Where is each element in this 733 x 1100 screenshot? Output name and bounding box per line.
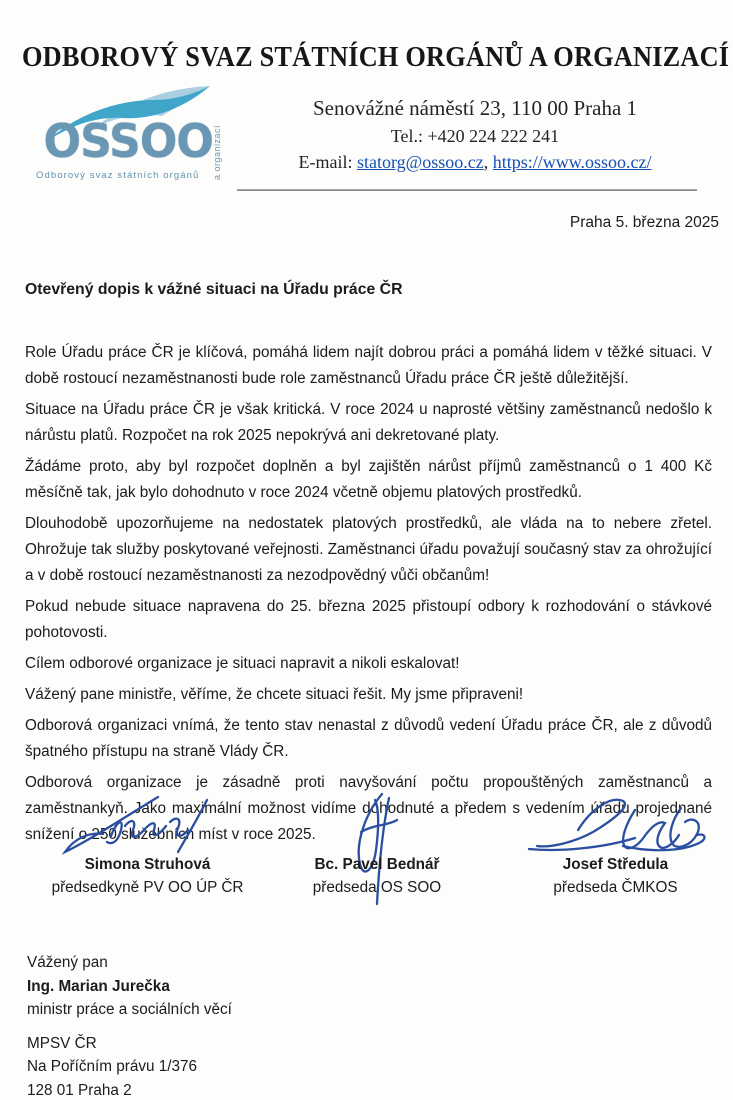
signature-block-struhova [40, 792, 255, 897]
header-divider [237, 189, 697, 191]
signatory-name: Bc. Pavel Bednář [314, 856, 440, 873]
signature-stredula-icon [523, 792, 708, 854]
paragraph: Odborová organizace je zásadně proti navyšování počtu propouštěných zaměstnanců a zaměstnankyň. Jako maximální možnost vidíme dohodnuté a předem s vedením úřadu projednané snížení o 250 služebních míst v roce 2025. [25, 774, 712, 843]
contact-phone: Tel.: +420 224 222 241 [390, 126, 560, 146]
addressee-block [27, 951, 232, 1100]
subject-line: Otevřený dopis k vážné situaci na Úřadu práce ČR [25, 281, 403, 298]
contact-block [240, 96, 710, 173]
letter-body [25, 340, 712, 853]
signature-struhova-icon [58, 792, 238, 854]
org-title: ODBOROVÝ SVAZ STÁTNÍCH ORGÁNŮ A ORGANIZACÍ [21, 42, 730, 73]
paragraph: Pokud nebude situace napravena do 25. března 2025 přistoupí odbory k rozhodování o stávkové pohotovosti. [25, 598, 712, 641]
addressee-name: Ing. Marian Jurečka [27, 977, 170, 995]
paragraph: Situace na Úřadu práce ČR je však kritická. V roce 2024 u naprosté většiny zaměstnanců nedošlo k nárůstu platů. Rozpočet na rok 2025 nepokrývá ani dekretované platy. [25, 401, 712, 444]
contact-email-line [240, 152, 710, 173]
signatory-role: předseda ČMKOS [553, 879, 678, 896]
signature-bednar-icon [327, 792, 427, 854]
email-separator: , [483, 152, 493, 172]
spacer [27, 1022, 232, 1032]
paragraph: Dlouhodobě upozorňujeme na nedostatek platových prostředků, ale vláda na to nebere zřetel. Ohrožuje tak služby poskytované veřejnosti. Zaměstnanci úřadu považují současný stav za ohrožující a v době rostoucí nezaměstnanosti za nezodpovědný vůči občanům! [25, 515, 713, 584]
logo-tagline: Odborový svaz státních orgánů [36, 170, 200, 181]
addressee-salutation: Vážený pan [27, 954, 108, 971]
paragraph: Žádáme proto, aby byl rozpočet doplněn a byl zajištěn nárůst příjmů zaměstnanců o 1 400 Kč měsíčně tak, jak bylo dohodnuto v roce 2024 včetně objemu platových prostředků. [25, 458, 712, 501]
logo-acronym: OSSOO [43, 114, 213, 168]
email-link[interactable]: statorg@ossoo.cz [356, 152, 484, 172]
date-line: Praha 5. března 2025 [569, 214, 719, 231]
org-logo [34, 84, 239, 196]
signatory-name: Josef Středula [562, 856, 669, 873]
paragraph: Role Úřadu práce ČR je klíčová, pomáhá lidem najít dobrou práci a pomáhá lidem v těžké situaci. V době rostoucí nezaměstnanosti bude role zaměstnanců Úřadu práce ČR ještě důležitější. [25, 344, 712, 387]
signatory-role: předsedkyně PV OO ÚP ČR [51, 879, 244, 896]
addressee-title: ministr práce a sociálních věcí [27, 1001, 232, 1018]
signatory-role: předseda OS SOO [312, 879, 442, 896]
addressee-street: Na Poříčním právu 1/376 [27, 1058, 198, 1075]
paragraph: Odborová organizaci vnímá, že tento stav nenastal z důvodů vedení Úřadu práce ČR, ale z důvodů špatného přístupu na straně Vlády ČR. [25, 717, 712, 760]
contact-address: Senovážné náměstí 23, 110 00 Praha 1 [312, 96, 638, 120]
email-label: E-mail: [298, 152, 357, 172]
logo-vertical-text: a organizací [212, 124, 222, 180]
paragraph: Cílem odborové organizace je situaci napravit a nikoli eskalovat! [25, 655, 460, 672]
website-link[interactable]: https://www.ossoo.cz/ [492, 152, 652, 172]
signatory-name: Simona Struhová [84, 856, 211, 873]
paragraph: Vážený pane ministře, věříme, že chcete situaci řešit. My jsme připraveni! [25, 686, 524, 703]
addressee-city: 128 01 Praha 2 [27, 1081, 132, 1099]
signature-block-bednar [282, 792, 472, 897]
signature-block-stredula [508, 792, 723, 897]
addressee-org: MPSV ČR [27, 1034, 97, 1052]
